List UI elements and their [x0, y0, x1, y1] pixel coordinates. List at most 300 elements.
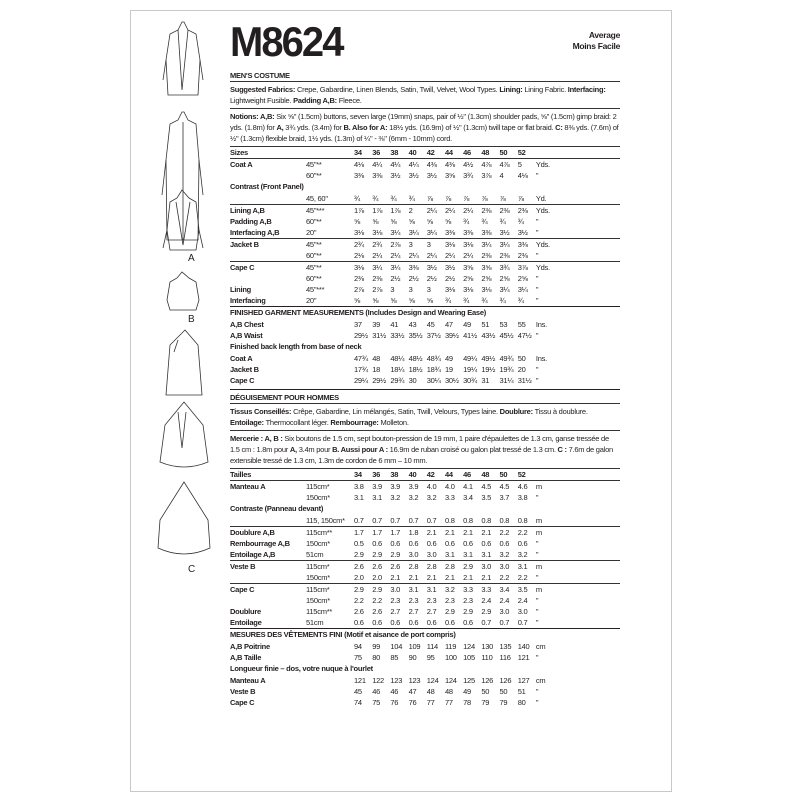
cell-value: ¾ — [372, 194, 379, 203]
cell-value: 3⅜ — [517, 240, 528, 249]
cell-value: 3.3 — [444, 493, 455, 502]
cell-value: ¾ — [463, 217, 470, 226]
cell-value: 2⅜ — [354, 274, 364, 283]
cell-value: 20 — [517, 365, 526, 374]
cell-value: 2.4 — [517, 596, 528, 605]
cell-value: 46 — [390, 687, 399, 696]
table-row — [230, 170, 620, 181]
cell-value: 0.6 — [372, 618, 382, 627]
cell-value: 2.0 — [372, 573, 382, 582]
cell-value: 3.0 — [390, 585, 401, 594]
suggested-fabrics — [230, 82, 620, 108]
cell-value: 2½ — [444, 274, 455, 283]
text: Crepe, Gabardine, Linen Blends, Satin, Twill, Velvet, Wool Types. — [296, 85, 500, 94]
cell-value: 0.7 — [481, 618, 491, 627]
cell-value: 19¾ — [499, 365, 514, 374]
cell-value: 2.9 — [354, 550, 364, 559]
cell-value: 0.6 — [481, 539, 491, 548]
cell-value: 0.5 — [354, 539, 364, 548]
notions — [230, 431, 620, 468]
cell-value: 3.1 — [463, 550, 473, 559]
cell-value: 2⅜ — [517, 206, 528, 215]
cell-value: 29¼ — [354, 376, 368, 385]
size-value: 50 — [499, 148, 508, 157]
cell-value: ⅞ — [426, 194, 433, 203]
cell-value: 127 — [517, 676, 530, 685]
row-label: Coat A — [230, 160, 253, 169]
label-bold: C : — [557, 445, 569, 454]
cell-value: 124 — [426, 676, 439, 685]
cell-value: 0.6 — [463, 539, 473, 548]
cell-value: 100 — [444, 653, 457, 662]
cell-value: 2.2 — [517, 528, 528, 537]
table-row — [230, 205, 620, 216]
cell-value: 3.1 — [372, 493, 382, 502]
notions — [230, 109, 620, 146]
cell-value: 0.8 — [499, 516, 510, 525]
fabric-width: 20" — [306, 296, 317, 305]
cell-value: 2.1 — [481, 528, 491, 537]
table-row — [230, 284, 620, 295]
cell-value: 3¾ — [463, 171, 474, 180]
fabric-width: 115cm** — [306, 528, 333, 537]
cell-value: 3¼ — [408, 228, 419, 237]
unit: m — [535, 528, 542, 537]
cell-value: ¾ — [408, 194, 415, 203]
cell-value: 2¼ — [372, 251, 383, 260]
table-row — [230, 273, 620, 284]
cell-value: 2.9 — [463, 607, 473, 616]
cape-c-side-illustration — [166, 330, 202, 395]
row-label: Interfacing — [230, 296, 266, 305]
fabric-width: 60"** — [306, 217, 322, 226]
table-row — [230, 375, 620, 386]
cell-value: 3⅞ — [517, 263, 528, 272]
cell-value: 47¾ — [354, 354, 368, 363]
row-label — [230, 595, 306, 606]
cell-value: 2.9 — [390, 550, 401, 559]
cell-value: 2.1 — [426, 528, 437, 537]
unit: " — [535, 573, 539, 582]
cell-value: 2½ — [408, 274, 419, 283]
size-value: 42 — [426, 148, 435, 157]
cell-value: 3⅝ — [481, 263, 492, 272]
row-label: Cape C — [230, 263, 255, 272]
cell-value: 121 — [517, 653, 530, 662]
unit: " — [535, 539, 539, 548]
cell-value: 48 — [426, 687, 435, 696]
cell-value: 74 — [354, 698, 362, 707]
cell-value: 2⅝ — [499, 274, 510, 283]
cell-value: 2⅝ — [463, 274, 474, 283]
cell-value: 31 — [481, 376, 490, 385]
cell-value: 123 — [408, 676, 421, 685]
table-row — [230, 250, 620, 261]
label-bold: Notions: A,B: — [230, 112, 277, 121]
text: Lightweight Fusible. — [230, 96, 294, 105]
cell-value: 18¾ — [426, 365, 441, 374]
cell-value: 53 — [499, 320, 508, 329]
cell-value: 4¼ — [372, 160, 383, 169]
cell-value: 31½ — [372, 331, 387, 340]
cell-value: ¾ — [354, 194, 361, 203]
cell-value: 76 — [390, 698, 399, 707]
level-english: Average — [588, 30, 620, 40]
row-label: Manteau A — [230, 482, 266, 491]
cell-value: 3¼ — [517, 285, 528, 294]
cell-value: 0.6 — [390, 539, 401, 548]
cell-value: 4⅛ — [517, 171, 528, 180]
cell-value: 3½ — [390, 171, 401, 180]
size-value: 40 — [408, 148, 417, 157]
table-row — [230, 227, 620, 238]
fabric-width: 150cm* — [306, 573, 330, 582]
cell-value: 119 — [444, 642, 457, 651]
cell-value: 3 — [408, 285, 413, 294]
cell-value: 104 — [390, 642, 403, 651]
cell-value: 0.7 — [426, 516, 437, 525]
cell-value: 78 — [463, 698, 471, 707]
cell-value: 33½ — [390, 331, 405, 340]
cell-value: 0.6 — [517, 539, 528, 548]
cell-value: 2.3 — [463, 596, 473, 605]
fabric-width — [306, 675, 354, 686]
cell-value: 3 — [426, 285, 431, 294]
cell-value: 3½ — [444, 263, 455, 272]
cell-value: 2.4 — [481, 596, 491, 605]
unit: " — [535, 274, 539, 283]
size-value: 38 — [390, 148, 399, 157]
cell-value: 48 — [444, 687, 453, 696]
cell-value: 3.2 — [408, 493, 419, 502]
cell-value: 3⅜ — [463, 228, 474, 237]
cell-value: 77 — [444, 698, 453, 707]
cell-value: 75 — [354, 653, 362, 662]
unit: " — [535, 296, 539, 305]
cell-value: 2.6 — [354, 562, 364, 571]
cell-value: 0.7 — [354, 516, 364, 525]
cell-value: 2⅜ — [499, 251, 510, 260]
cell-value: 80 — [517, 698, 526, 707]
text: 16.9m de ruban croisé ou galon plat tressé de 1.3 cm. — [389, 445, 558, 454]
label-bold: B. Also for A: — [343, 123, 390, 132]
unit: Yds. — [535, 206, 550, 215]
cell-value: 95 — [426, 653, 435, 662]
cell-value: 124 — [463, 642, 475, 651]
cell-value: 2 — [408, 206, 413, 215]
row-label: Doublure A,B — [230, 528, 275, 537]
cell-value: 3.1 — [354, 493, 364, 502]
cell-value: 135 — [499, 642, 512, 651]
cell-value: 3½ — [426, 171, 437, 180]
table-row — [230, 262, 620, 273]
row-label: Entoilage — [230, 618, 262, 627]
cell-value: 2.3 — [408, 596, 419, 605]
fabric-width: 45"** — [306, 263, 322, 272]
cell-value: 49 — [444, 354, 453, 363]
cell-value: 2¾ — [354, 240, 364, 249]
row-label: Jacket B — [230, 365, 259, 374]
unit: Yds. — [535, 263, 550, 272]
row-label: A,B Waist — [230, 331, 263, 340]
table-row — [230, 697, 620, 708]
row-label — [230, 273, 306, 284]
cell-value: 3.4 — [463, 493, 473, 502]
cell-value: 76 — [408, 698, 417, 707]
size-value: 38 — [390, 470, 399, 479]
cell-value: 29½ — [354, 331, 368, 340]
sizes-header-row — [230, 469, 620, 480]
row-label: Doublure — [230, 607, 261, 616]
cell-value: 46 — [372, 687, 381, 696]
cell-value: 2.8 — [444, 562, 455, 571]
cell-value: 29½ — [372, 376, 387, 385]
table-row — [230, 239, 620, 250]
cell-value: 0.8 — [444, 516, 455, 525]
cell-value: 3⅛ — [444, 285, 455, 294]
cell-value: ⅝ — [390, 217, 397, 226]
cell-value: ¾ — [517, 217, 524, 226]
cell-value: 3.5 — [481, 493, 491, 502]
size-value: 48 — [481, 148, 490, 157]
fabric-width: 115cm* — [306, 482, 330, 491]
cell-value: 2.1 — [444, 573, 455, 582]
cell-value: 1⅞ — [354, 206, 364, 215]
cell-value: 3.2 — [426, 493, 437, 502]
cell-value: 3⅜ — [444, 228, 455, 237]
row-label: Veste B — [230, 687, 256, 696]
table-row — [230, 492, 620, 503]
cell-value: 80 — [372, 653, 381, 662]
cell-value: 48¾ — [426, 354, 441, 363]
cell-value: 4.0 — [426, 482, 437, 491]
row-heading: Longueur finie – dos, votre nuque à l'ourlet — [230, 664, 373, 673]
cell-value: 75 — [372, 698, 381, 707]
row-heading: Contraste (Panneau devant) — [230, 504, 324, 513]
size-value: 34 — [354, 148, 362, 157]
blank — [306, 147, 354, 158]
cell-value: 2.1 — [463, 528, 473, 537]
unit: " — [535, 228, 539, 237]
table-row — [230, 527, 620, 538]
table-row — [230, 584, 620, 595]
cape-c-back-illustration — [160, 402, 208, 467]
row-label: A,B Poitrine — [230, 642, 270, 651]
pattern-number: M8624 — [230, 18, 343, 65]
cell-value: 45 — [354, 687, 362, 696]
label-bold: C: — [555, 123, 565, 132]
unit: cm — [535, 642, 546, 651]
cell-value: 45½ — [499, 331, 514, 340]
label-bold: A, — [289, 445, 299, 454]
fabric-width: 150cm* — [306, 596, 330, 605]
cell-value: 3.1 — [408, 585, 419, 594]
cell-value: 2.7 — [390, 607, 401, 616]
label-bold: A, — [276, 123, 286, 132]
cell-value: ⅞ — [463, 194, 470, 203]
cell-value: 48¼ — [390, 354, 405, 363]
cell-value: 0.6 — [426, 618, 437, 627]
unit: " — [535, 171, 539, 180]
cell-value: 2.9 — [372, 585, 382, 594]
cell-value: 79 — [481, 698, 490, 707]
fabric-width: 45"*** — [306, 285, 325, 294]
cell-value: 2.6 — [354, 607, 364, 616]
cell-value: 1.7 — [390, 528, 401, 537]
cell-value: 4.5 — [499, 482, 510, 491]
size-value: 36 — [372, 148, 381, 157]
cell-value: 3⅝ — [444, 171, 455, 180]
cell-value: ¾ — [463, 296, 470, 305]
cell-value: 3½ — [408, 171, 419, 180]
cell-value: 0.7 — [517, 618, 528, 627]
cell-value: 3⅛ — [372, 228, 383, 237]
level-french: Moins Facile — [572, 41, 620, 51]
fabric-width — [306, 652, 354, 663]
unit: " — [535, 376, 539, 385]
row-label: Jacket B — [230, 240, 259, 249]
cell-value: 3⅝ — [463, 263, 474, 272]
blank — [306, 469, 354, 480]
row-label — [230, 170, 306, 181]
text: 18½ yds. (16.9m) of ½" (1.3cm) twill tape or flat braid. — [389, 123, 556, 132]
cell-value: 122 — [372, 676, 384, 685]
fabric-width: 60"** — [306, 251, 322, 260]
cell-value: 1⅞ — [390, 206, 401, 215]
cell-value: 30¼ — [426, 376, 441, 385]
fabric-width: 115cm* — [306, 562, 330, 571]
unit: m — [535, 482, 542, 491]
cell-value: 31¼ — [499, 376, 514, 385]
cell-value: 49 — [463, 320, 471, 329]
cell-value: 0.7 — [390, 516, 401, 525]
cell-value: 2¼ — [463, 251, 474, 260]
unit: " — [535, 698, 539, 707]
cell-value: 2.2 — [354, 596, 364, 605]
unit: " — [535, 596, 539, 605]
cell-value: 2¾ — [372, 240, 383, 249]
table-row — [230, 549, 620, 560]
cell-value: 3⅜ — [408, 263, 419, 272]
label-bold: Interfacing: — [567, 85, 606, 94]
cell-value: 0.6 — [372, 539, 382, 548]
cell-value: 2.9 — [444, 607, 455, 616]
cell-value: 94 — [354, 642, 362, 651]
cell-value: 3.0 — [408, 550, 419, 559]
cell-value: 130 — [481, 642, 494, 651]
cell-value: ⅝ — [354, 296, 361, 305]
fabric-width — [306, 330, 354, 341]
cell-value: 4 — [499, 171, 504, 180]
unit: " — [535, 618, 539, 627]
cell-value: 4⅜ — [426, 160, 437, 169]
size-value: 52 — [517, 148, 526, 157]
cell-value: 2.9 — [372, 550, 382, 559]
fabric-width — [306, 319, 354, 330]
label-bold: Mercerie : A, B : — [230, 434, 285, 443]
cell-value: 49 — [463, 687, 471, 696]
row-label — [230, 250, 306, 261]
cell-value: 3.0 — [426, 550, 437, 559]
label-b: B — [188, 314, 195, 325]
cell-value: 4⅛ — [354, 160, 364, 169]
cell-value: 2¼ — [390, 251, 401, 260]
cell-value: 0.8 — [517, 516, 528, 525]
sizes-label: Sizes — [230, 148, 248, 157]
cell-value: ⅝ — [372, 217, 379, 226]
cell-value: 31½ — [517, 376, 532, 385]
cell-value: 3¼ — [372, 263, 383, 272]
cell-value: 2⅝ — [517, 274, 528, 283]
unit: " — [535, 217, 539, 226]
row-label: Coat A — [230, 354, 253, 363]
cell-value: 2.4 — [499, 596, 510, 605]
cell-value: 3.0 — [499, 607, 510, 616]
cell-value: 30¾ — [463, 376, 477, 385]
cell-value: 3.0 — [481, 562, 491, 571]
cell-value: 3.3 — [481, 585, 491, 594]
cell-value: 3.9 — [390, 482, 401, 491]
pattern-info — [230, 68, 620, 708]
table-row — [230, 159, 620, 170]
table-row — [230, 606, 620, 617]
cell-value: 18 — [372, 365, 381, 374]
cell-value: 48½ — [408, 354, 423, 363]
size-value: 52 — [517, 470, 526, 479]
cell-value: 50 — [499, 687, 508, 696]
unit: Yds. — [535, 160, 550, 169]
table-row — [230, 515, 620, 526]
table-row — [230, 481, 620, 492]
cell-value: 51 — [481, 320, 490, 329]
cell-value: 18¼ — [390, 365, 405, 374]
text: 3¾ yds. (3.4m) for — [285, 123, 344, 132]
cell-value: 2¼ — [426, 251, 437, 260]
garment-illustrations — [130, 0, 230, 800]
cell-value: 3.8 — [517, 493, 528, 502]
cell-value: ¾ — [481, 217, 488, 226]
cell-value: 2.9 — [481, 607, 491, 616]
cell-value: 3.8 — [354, 482, 364, 491]
unit: " — [535, 550, 539, 559]
cell-value: 3.0 — [517, 607, 528, 616]
table-row — [230, 572, 620, 583]
cell-value: 3⅜ — [481, 228, 492, 237]
row-label: Entoilage A,B — [230, 550, 276, 559]
text: 3.4m pour — [298, 445, 333, 454]
row-label: Veste B — [230, 562, 256, 571]
cell-value: 43½ — [481, 331, 496, 340]
cell-value: 3⅛ — [463, 285, 474, 294]
table-row — [230, 193, 620, 204]
size-value: 48 — [481, 470, 490, 479]
text: Fleece. — [338, 96, 362, 105]
cell-value: 2½ — [426, 274, 437, 283]
cell-value: ⅝ — [354, 217, 361, 226]
cell-value: ¾ — [499, 296, 506, 305]
cell-value: 3 — [426, 240, 431, 249]
cell-value: 55 — [517, 320, 526, 329]
cell-value: 3.1 — [481, 550, 491, 559]
cell-value: 29¾ — [390, 376, 405, 385]
cell-value: 2.9 — [354, 585, 364, 594]
cell-value: ⅝ — [426, 217, 433, 226]
fabric-width: 115cm** — [306, 607, 333, 616]
cell-value: 3.2 — [444, 585, 455, 594]
cell-value: 4.6 — [517, 482, 528, 491]
cell-value: 2½ — [390, 274, 401, 283]
size-value: 50 — [499, 470, 508, 479]
